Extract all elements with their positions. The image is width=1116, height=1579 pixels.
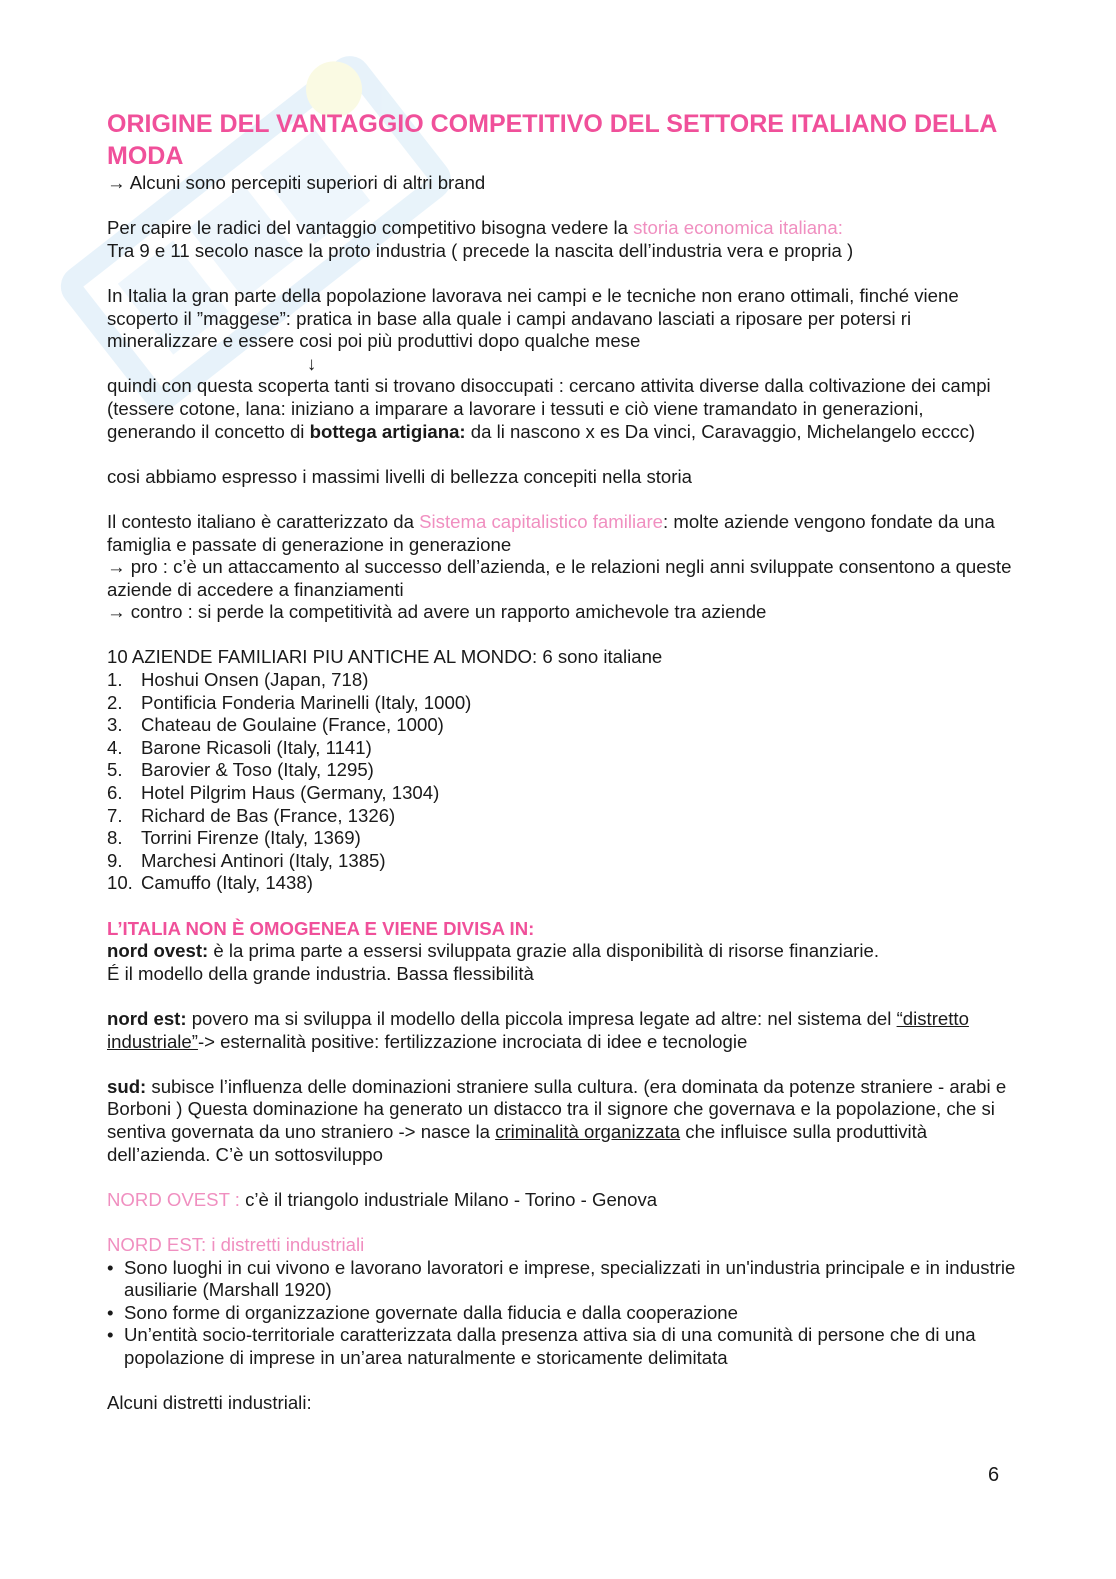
list-item: 2. Pontificia Fonderia Marinelli (Italy, 1000) (107, 691, 472, 713)
p3-text-b: da li nascono x es Da vinci, Caravaggio, Michelangelo ecccc) (465, 420, 976, 442)
list-item: • Sono forme di organizzazione governate dalla fiducia e dalla cooperazione (107, 1302, 1017, 1325)
nord-ovest-label: nord ovest: (107, 940, 209, 962)
criminalita-link: criminalità organizzata (495, 1120, 681, 1142)
paragraph-2: In Italia la gran parte della popolazione lavorava nei campi e le tecniche non erano ottimali, finché viene scoperto il ”maggese”: pratica in base alla quale i campi andavano lasciati a riposare per potersi ri mineralizzare e essere cosi poi più produttivi dopo qualche mese (107, 284, 959, 352)
paragraph-4: cosi abbiamo espresso i massimi livelli di bellezza concepiti nella storia (107, 465, 692, 487)
document-page (107, 108, 1017, 1415)
paragraph-3 (107, 375, 1017, 443)
pro-line: → pro : c’è un attaccamento al successo dell’azienda, e le relazioni negli anni sviluppate consentono a queste aziende di accedere a finanziamenti (107, 556, 1012, 600)
paragraph-1-line2: Tra 9 e 11 secolo nasce la proto industria ( precede la nascita dell’industria vera e propria ) (107, 239, 854, 261)
nord-ovest-line2: É il modello della grande industria. Bassa flessibilità (107, 962, 534, 984)
contro-line: → contro : si perde la competitività ad avere un rapporto amichevole tra aziende (107, 601, 767, 623)
page-title: ORIGINE DEL VANTAGGIO COMPETITIVO DEL SETTORE ITALIANO DELLA MODA (107, 110, 997, 170)
p5-text-b: : molte aziende vengono fondate da una famiglia e passate di generazione in generazione (107, 510, 995, 555)
paragraph-1 (107, 217, 1017, 240)
p3-text-a: quindi con questa scoperta tanti si trovano disoccupati : cercano attivita diverse dalla coltivazione dei campi (tessere cotone, lana: iniziano a imparare a lavorare i tessuti e ciò viene tramandato in generazioni, generando il concetto di (107, 375, 991, 442)
list-item: • Sono luoghi in cui vivono e lavorano lavoratori e imprese, specializzati in un'industria principale e in industrie ausiliarie (Marshall 1920) (107, 1257, 1017, 1302)
paragraph-5 (107, 511, 1017, 556)
list-item: 7. Richard de Bas (France, 1326) (107, 804, 396, 826)
p1-text: Per capire le radici del vantaggio competitivo bisogna vedere la (107, 217, 634, 239)
nord-est-label: nord est: (107, 1007, 187, 1029)
sud-paragraph: sud: subisce l’influenza delle dominazioni straniere sulla cultura. (era dominata da potenze straniere - arabi e Borboni ) Questa dominazione ha generato un distacco tra il signore che governava e la popolazione, che si sentiva governata da uno straniero -> nasce la criminalità organizzata che influisce sulla produttività dell’azienda. C’è un sottosviluppo (107, 1075, 1007, 1165)
p5-text-a: Il contesto italiano è caratterizzato da (107, 510, 420, 532)
list-item: 3. Chateau de Goulaine (France, 1000) (107, 714, 444, 736)
nord-ovest-paragraph: nord ovest: è la prima parte a essersi sviluppata grazie alla disponibilità di risorse finanziarie. (107, 940, 879, 962)
sud-label: sud: (107, 1075, 147, 1097)
companies-list (107, 669, 1017, 895)
list-item: 4. Barone Ricasoli (Italy, 1141) (107, 736, 372, 758)
p1-highlight: storia economica italiana: (633, 217, 843, 239)
list-item: 10. Camuffo (Italy, 1438) (107, 872, 313, 894)
page-number: 6 (988, 1464, 1000, 1486)
list-item: 9. Marchesi Antinori (Italy, 1385) (107, 849, 386, 871)
closing-line: Alcuni distretti industriali: (107, 1392, 312, 1414)
list-item: 5. Barovier & Toso (Italy, 1295) (107, 759, 374, 781)
distretto-industriale-link: “distretto industriale” (107, 1007, 969, 1052)
p5-highlight: Sistema capitalistico familiare (419, 510, 664, 532)
intro-line: → Alcuni sono percepiti superiori di altri brand (107, 172, 486, 193)
nord-est-paragraph: nord est: povero ma si sviluppa il modello della piccola impresa legate ad altre: nel sistema del “distretto industriale”-> esternalità positive: fertilizzazione incrociata di idee e tecnologie (107, 1007, 969, 1052)
distretti-bullets (107, 1257, 1017, 1370)
list-item: 8. Torrini Firenze (Italy, 1369) (107, 827, 361, 849)
nord-est-heading: NORD EST: i distretti industriali (107, 1233, 365, 1255)
down-arrow: ↓ (307, 352, 317, 374)
list-item: 6. Hotel Pilgrim Haus (Germany, 1304) (107, 782, 440, 804)
nord-ovest-line: NORD OVEST : c’è il triangolo industriale Milano - Torino - Genova (107, 1188, 658, 1210)
list-heading: 10 AZIENDE FAMILIARI PIU ANTICHE AL MONDO: 6 sono italiane (107, 646, 663, 668)
list-item: 1. Hoshui Onsen (Japan, 718) (107, 669, 369, 691)
list-item: • Un’entità socio-territoriale caratterizzata dalla presenza attiva sia di una comunità di persone che di una popolazione di imprese in un’area naturalmente e storicamente delimitata (107, 1324, 1017, 1369)
nord-ovest-heading: NORD OVEST : (107, 1188, 246, 1210)
p3-bold: bottega artigiana: (309, 420, 466, 442)
section2-heading: L’ITALIA NON È OMOGENEA E VIENE DIVISA IN: (107, 917, 535, 939)
